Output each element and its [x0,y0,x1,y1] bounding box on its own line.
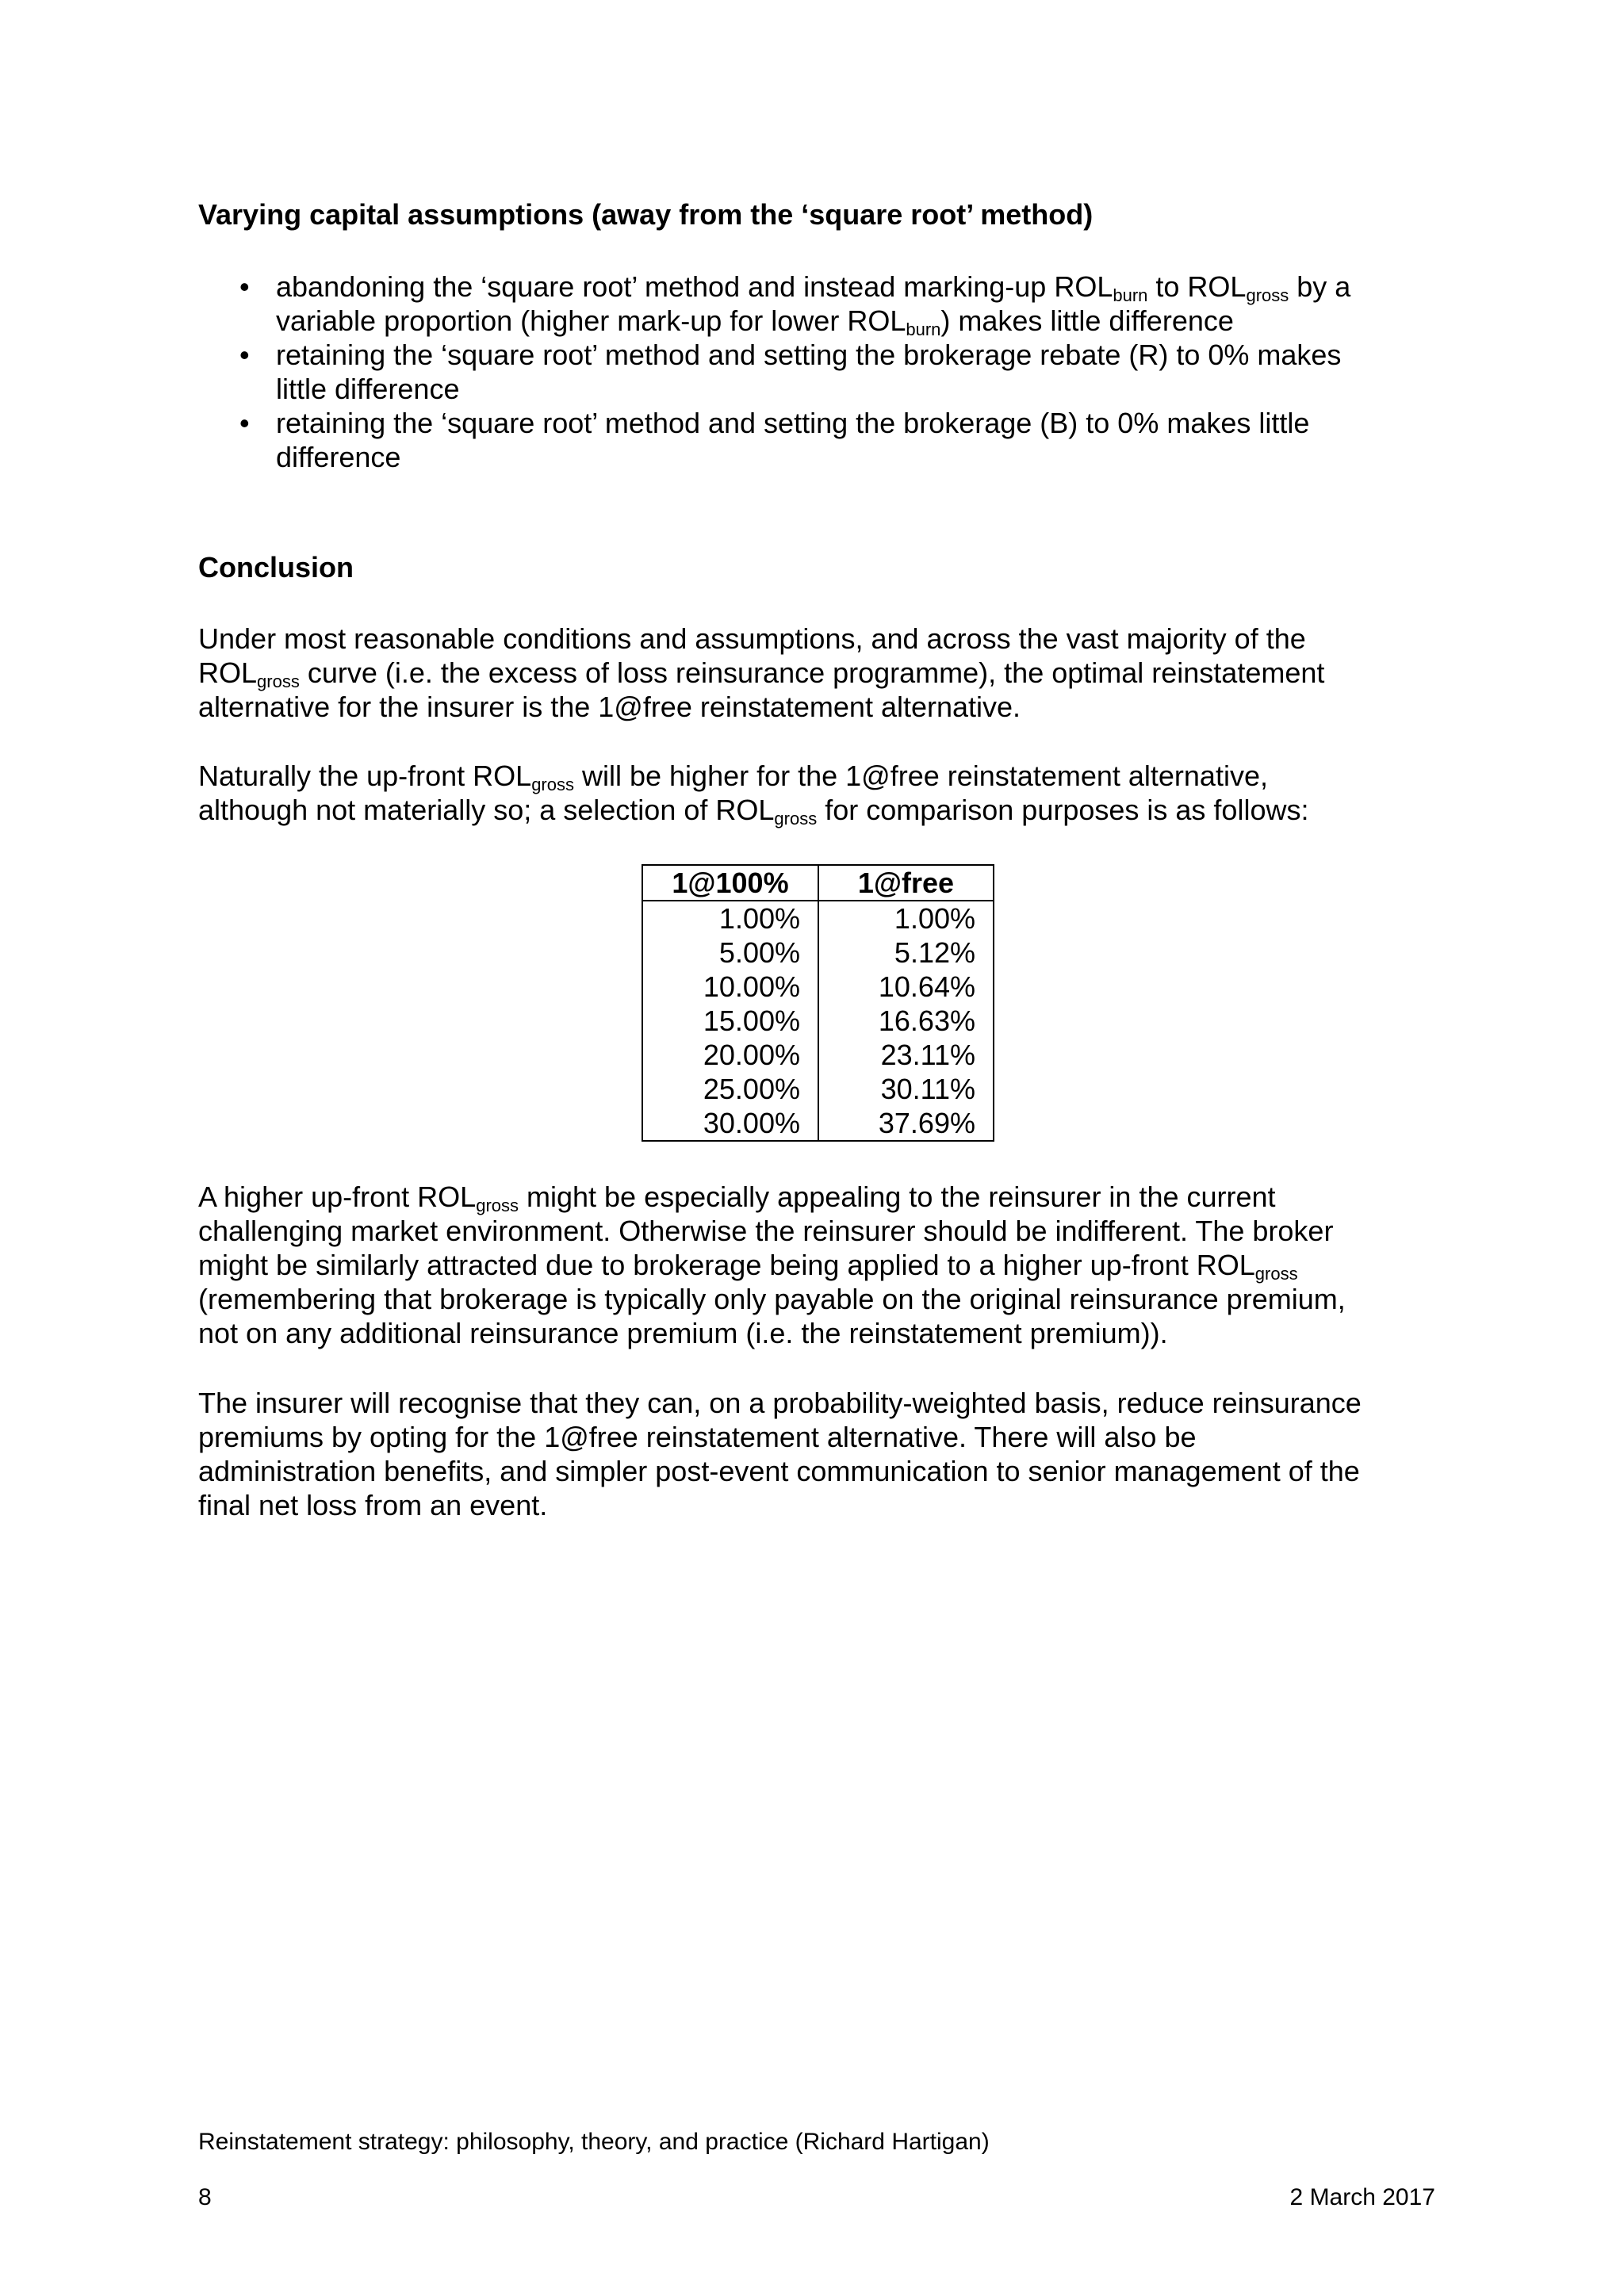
table-cell: 15.00% [642,1004,818,1038]
table-row [642,1004,994,1038]
text-line: A higher up-front $ROL_{gross}$ might be especially appealing to the reinsurer in the current [198,1181,1276,1215]
paragraph [198,622,1324,724]
text-line: final net loss from an event. [198,1489,548,1521]
text-line: The insurer will recognise that they can, on a probability-weighted basis, reduce reinsurance [198,1387,1362,1419]
paragraph [198,1180,1346,1350]
table-row [642,936,994,970]
footer-title: Reinstatement strategy: philosophy, theory, and practice (Richard Hartigan) [198,2129,990,2155]
text-line: variable proportion (higher mark-up for lower $ROL_{burn}$) makes little difference [276,304,1234,339]
table-header-row [642,865,994,901]
table-cell: 20.00% [642,1038,818,1072]
bullet-icon: • [239,407,250,439]
conclusion-heading: Conclusion [198,551,354,584]
table-cell: 10.64% [818,970,994,1004]
table-cell: 5.12% [818,936,994,970]
table-cell: 25.00% [642,1072,818,1106]
table-row [642,901,994,936]
text-line: administration benefits, and simpler post-event communication to senior management of the [198,1455,1360,1487]
table-row [642,1072,994,1106]
page-number: 8 [198,2184,212,2210]
column-header: 1@100% [642,865,818,901]
text-line: little difference [276,373,460,405]
table-row [642,1038,994,1072]
paragraph [198,1386,1362,1522]
table-row [642,1106,994,1141]
column-header: 1@free [818,865,994,901]
list-item [198,406,1350,474]
table-cell: 1.00% [642,901,818,936]
bullet-icon: • [239,270,250,303]
list-item [198,338,1350,406]
paragraph [198,759,1308,827]
section-heading: Varying capital assumptions (away from the ‘square root’ method) [198,198,1094,231]
text-line: $ROL_{gross}$ curve (i.e. the excess of loss reinsurance programme), the optimal reinstatement [198,656,1325,691]
bullet-list [198,270,1350,474]
table-cell: 37.69% [818,1106,994,1141]
text-line: retaining the ‘square root’ method and setting the brokerage rebate (R) to 0% makes [276,339,1342,371]
table-cell: 30.00% [642,1106,818,1141]
table-cell: 10.00% [642,970,818,1004]
table-cell: 23.11% [818,1038,994,1072]
table-cell: 16.63% [818,1004,994,1038]
text-line: (remembering that brokerage is typically only payable on the original reinsurance premium, [198,1283,1346,1315]
bullet-icon: • [239,339,250,371]
text-line: Naturally the up-front $ROL_{gross}$ will be higher for the 1@free reinstatement alternative, [198,760,1268,794]
rol-comparison-table [642,864,994,1142]
text-line: retaining the ‘square root’ method and setting the brokerage (B) to 0% makes little [276,407,1310,439]
table-cell: 5.00% [642,936,818,970]
text-line: challenging market environment. Otherwise the reinsurer should be indifferent. The broker [198,1215,1334,1247]
text-line: although not materially so; a selection of $ROL_{gross}$ for comparison purposes is as follows: [198,794,1309,828]
text-line: Under most reasonable conditions and assumptions, and across the vast majority of the [198,622,1306,655]
list-item [198,270,1350,338]
text-line: premiums by opting for the 1@free reinstatement alternative. There will also be [198,1421,1197,1453]
text-line: alternative for the insurer is the 1@free reinstatement alternative. [198,691,1021,723]
table-cell: 1.00% [818,901,994,936]
text-line: abandoning the ‘square root’ method and instead marking-up $ROL_{burn}$ to $ROL_{gross}$ by a [276,270,1351,305]
table-cell: 30.11% [818,1072,994,1106]
footer-date: 2 March 2017 [1289,2184,1435,2210]
text-line: might be similarly attracted due to brokerage being applied to a higher up-front $ROL_{gross}$ [198,1249,1298,1284]
table-row [642,970,994,1004]
text-line: difference [276,441,401,473]
text-line: not on any additional reinsurance premium (i.e. the reinstatement premium)). [198,1317,1168,1349]
